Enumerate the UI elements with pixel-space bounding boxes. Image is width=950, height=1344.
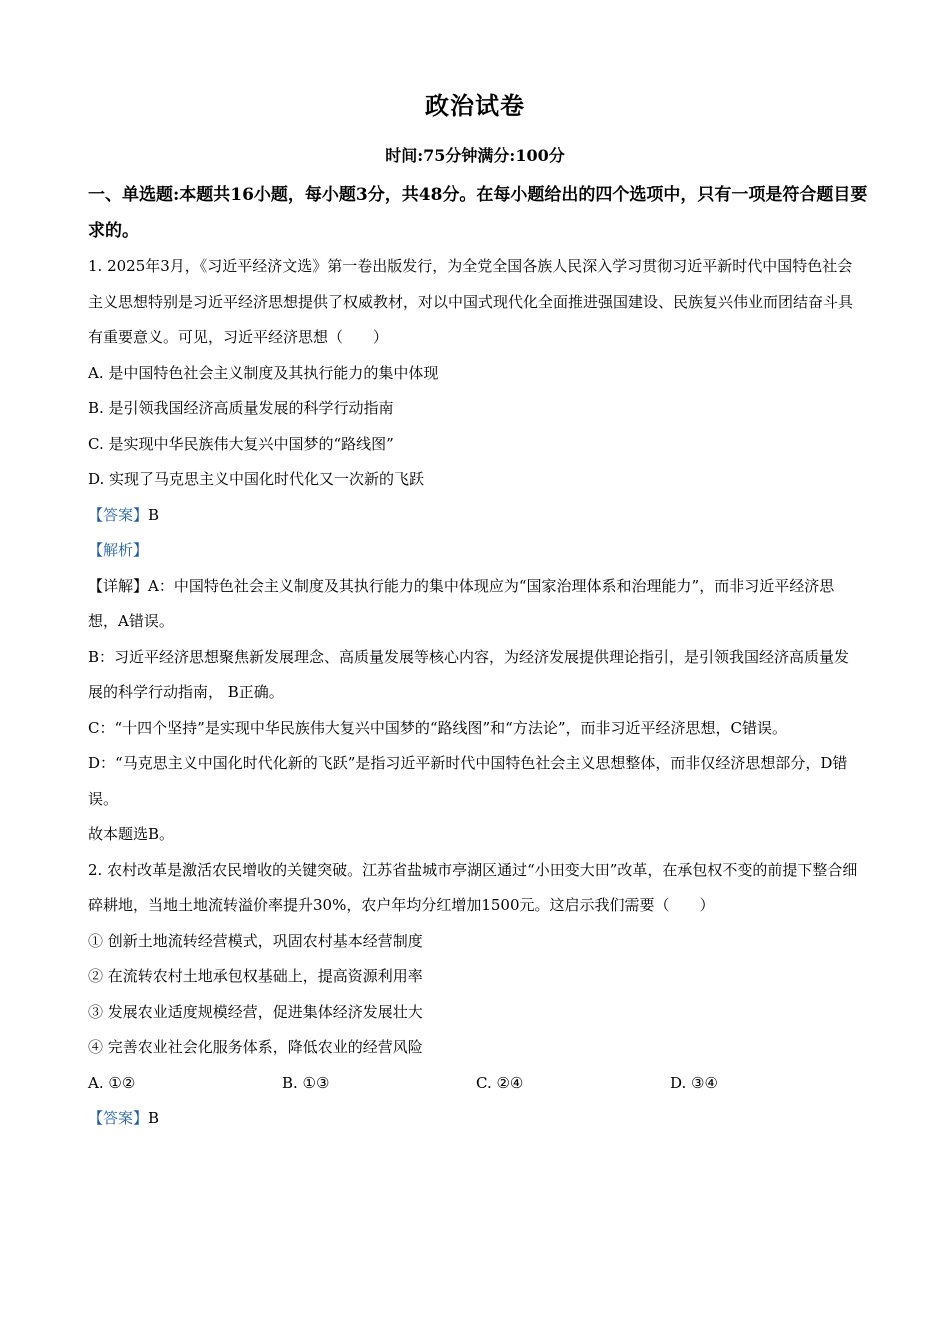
analysis-tag: 【解析】	[88, 541, 149, 559]
q2-statement-3: ③ 发展农业适度规模经营，促进集体经济发展壮大	[88, 1002, 423, 1021]
q1-answer	[88, 498, 864, 534]
q1-stem: 1. 2025年3月，《习近平经济文选》第一卷出版发行，为全党全国各族人民深入学习贯彻习近平新时代中国特色社会主义思想特别是习近平经济思想提供了权威教材，对以中国式现代化全面推进强国建设、民族复兴伟业而团结奋斗具有重要意义。可见，习近平经济思想（ ）	[88, 257, 854, 346]
questions	[88, 249, 864, 1137]
q1-detail-c: C：“十四个坚持”是实现中华民族伟大复兴中国梦的“路线图”和“方法论”，而非习近平经济思想，C错误。	[88, 718, 787, 737]
section-heading: 一、单选题:本题共16小题，每小题3分，共48分。在每小题给出的四个选项中，只有一项是符合题目要求的。	[88, 185, 868, 241]
q1-detail-a	[88, 569, 864, 640]
exam-time-score: 时间:75分钟满分:100分	[385, 146, 565, 165]
answer-tag: 【答案】	[88, 1109, 149, 1127]
q1-option-c: C. 是实现中华民族伟大复兴中国梦的“路线图”	[88, 434, 394, 453]
answer-tag: 【答案】	[88, 505, 149, 524]
q2-answer	[88, 1101, 864, 1137]
q1-option-b: B. 是引领我国经济高质量发展的科学行动指南	[88, 399, 394, 417]
q2-choice-b: B. ①③	[282, 1073, 330, 1092]
q1-analysis	[88, 533, 864, 569]
q2-statement-1: ① 创新土地流转经营模式，巩固农村基本经营制度	[88, 931, 423, 950]
q1-option-a: A. 是中国特色社会主义制度及其执行能力的集中体现	[88, 363, 439, 382]
q2-stem: 2. 农村改革是激活农民增收的关键突破。江苏省盐城市亭湖区通过“小田变大田”改革，在承包权不变的前提下整合细碎耕地，当地土地流转溢价率提升30%，农户年均分红增加1500元。这启示我们需要（ ）	[88, 860, 858, 914]
q1-answer-value: B	[148, 505, 160, 524]
q1-option-d: D. 实现了马克思主义中国化时代化又一次新的飞跃	[88, 470, 425, 488]
q2-choice-a: A. ①②	[88, 1073, 136, 1092]
q2-choice-d: D. ③④	[670, 1073, 718, 1092]
q2-choice-c: C. ②④	[476, 1073, 524, 1092]
detail-tag: 【详解】	[88, 576, 149, 595]
q2-choices	[88, 1066, 864, 1102]
q2-answer-value: B	[148, 1109, 160, 1127]
q1-detail-d: D：“马克思主义中国化时代化新的飞跃”是指习近平新时代中国特色社会主义思想整体，而非仅经济思想部分，D错误。	[88, 754, 848, 808]
page-title: 政治试卷	[425, 91, 525, 120]
q2-statement-2: ② 在流转农村土地承包权基础上，提高资源利用率	[88, 967, 423, 985]
q2-statement-4: ④ 完善农业社会化服务体系，降低农业的经营风险	[88, 1038, 423, 1056]
q1-detail-b: B：习近平经济思想聚焦新发展理念、高质量发展等核心内容，为经济发展提供理论指引，是引领我国经济高质量发展的科学行动指南， B正确。	[88, 647, 850, 701]
q1-detail-a-text: A：中国特色社会主义制度及其执行能力的集中体现应为“国家治理体系和治理能力”，而非习近平经济思想，A错误。	[88, 576, 835, 630]
q1-conclusion: 故本题选B。	[88, 825, 175, 843]
